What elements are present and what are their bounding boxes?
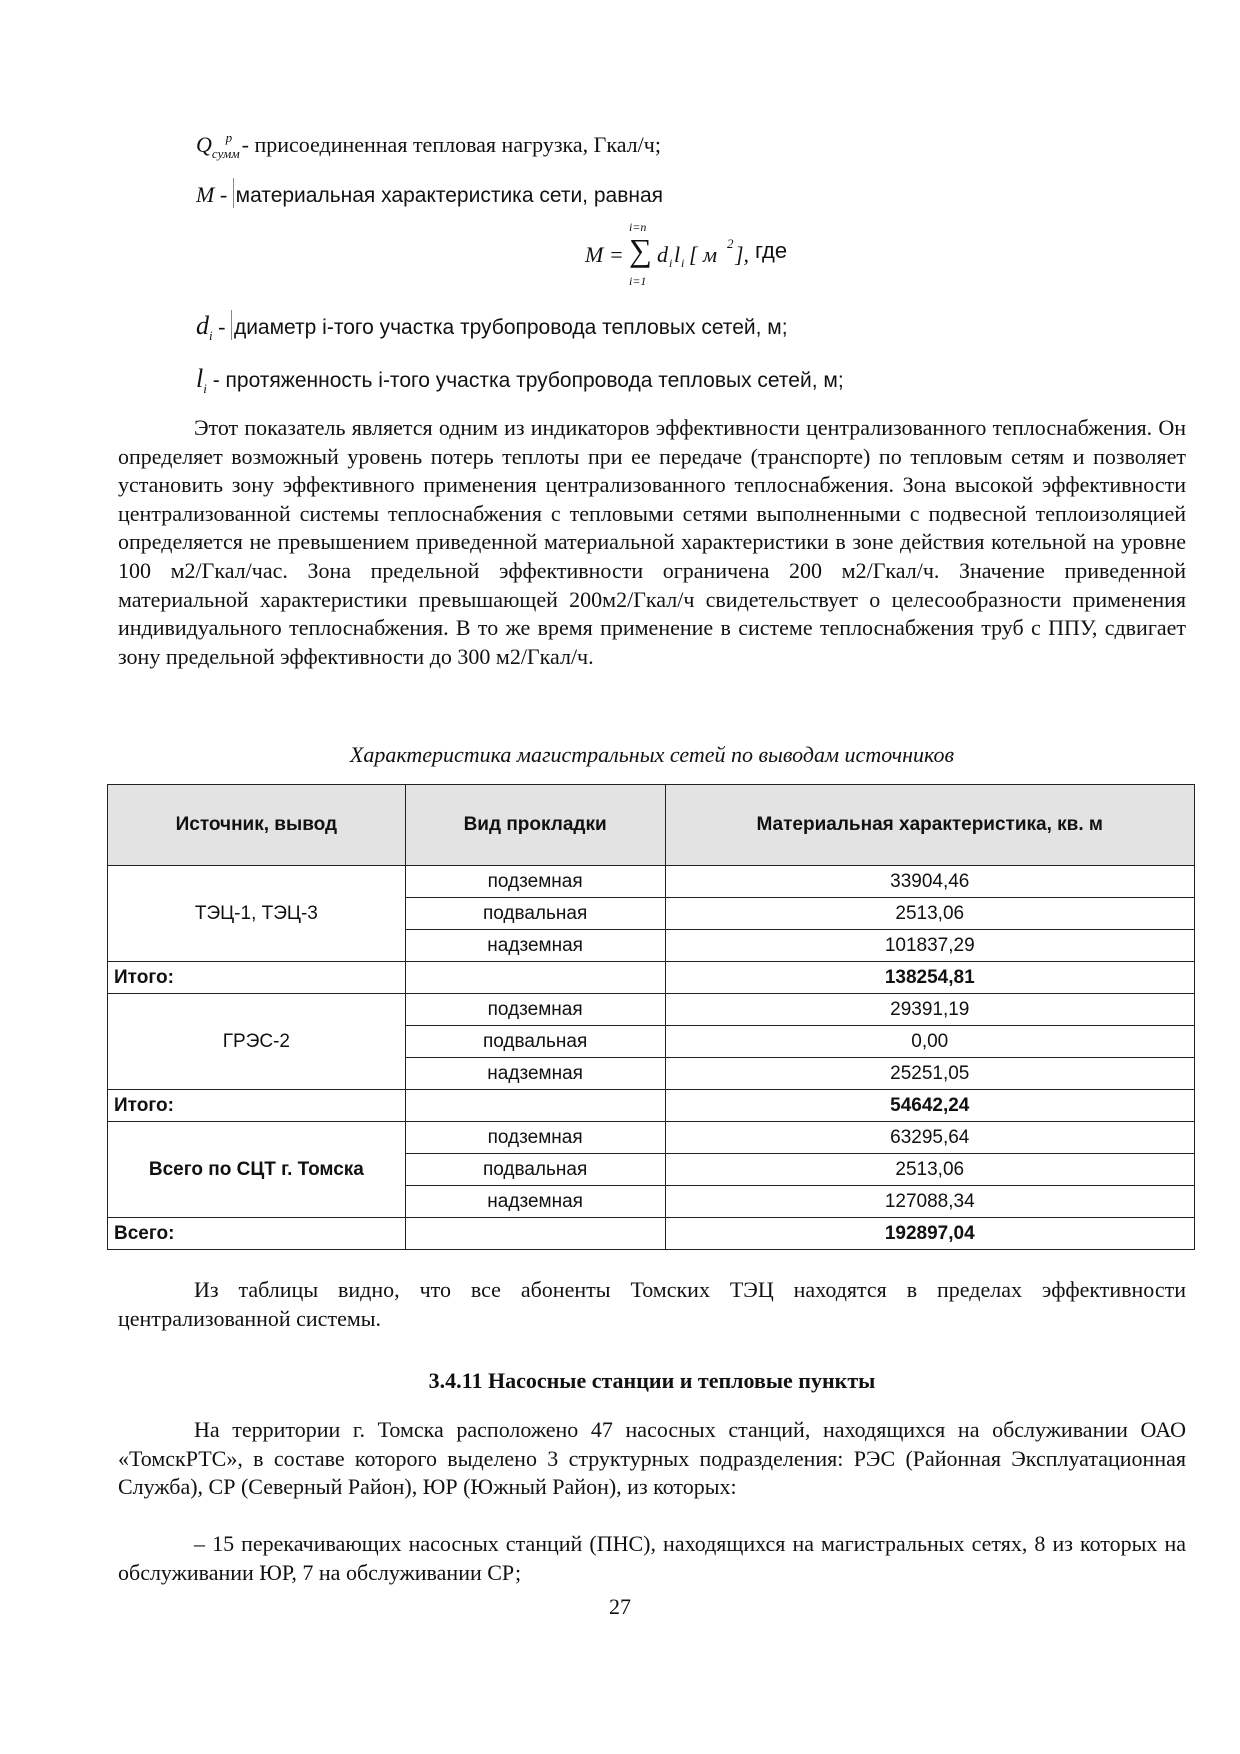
laying-type-cell: надземная: [405, 1186, 665, 1218]
total-value-cell: 192897,04: [665, 1218, 1195, 1250]
value-cell: 127088,34: [665, 1186, 1195, 1218]
formula-lower-limit: i=1: [629, 274, 647, 288]
value-cell: 29391,19: [665, 994, 1195, 1026]
formula-unit-close: ],: [735, 242, 750, 267]
formula-unit-exponent: 2: [727, 236, 734, 251]
d-description: диаметр i-того участка трубопровода тепловых сетей, м;: [233, 316, 788, 339]
l-subscript: i: [203, 381, 207, 396]
header-material-characteristic: Материальная характеристика, кв. м: [665, 785, 1195, 866]
source-cell: ТЭЦ-1, ТЭЦ-3: [108, 866, 406, 962]
q-description: - присоединенная тепловая нагрузка, Гкал/ч;: [236, 132, 661, 157]
total-label-cell: Итого:: [108, 962, 406, 994]
formula-body-l: l: [674, 242, 681, 267]
value-cell: 33904,46: [665, 866, 1195, 898]
table-total-row: [108, 962, 1195, 994]
formula-lhs: M =: [585, 242, 624, 267]
source-cell: Всего по СЦТ г. Томска: [108, 1122, 406, 1218]
laying-type-cell: надземная: [405, 930, 665, 962]
total-label-cell: Итого:: [108, 1090, 406, 1122]
value-cell: 2513,06: [665, 1154, 1195, 1186]
d-symbol: d: [196, 311, 209, 340]
m-symbol: M: [196, 182, 215, 207]
q-superscript: p: [225, 130, 233, 145]
table-header-row: [108, 785, 1195, 866]
laying-type-cell: подвальная: [405, 1154, 665, 1186]
text-cursor-mark: [233, 178, 234, 208]
definition-d: [196, 310, 788, 344]
table-row: [108, 994, 1195, 1026]
paragraph-table-conclusion: Из таблицы видно, что все абоненты Томских ТЭЦ находятся в пределах эффективности централизованной системы.: [118, 1277, 1186, 1331]
formula-upper-limit: i=n: [629, 220, 647, 234]
formula-body-d: d: [657, 242, 668, 267]
value-cell: 25251,05: [665, 1058, 1195, 1090]
empty-cell: [405, 1218, 665, 1250]
formula-body-sub2: i: [681, 256, 685, 270]
definition-m: [196, 178, 663, 208]
section-heading: 3.4.11 Насосные станции и тепловые пункты: [428, 1368, 876, 1393]
table-row: [108, 866, 1195, 898]
formula-m: [585, 220, 845, 294]
value-cell: 101837,29: [665, 930, 1195, 962]
laying-type-cell: надземная: [405, 1058, 665, 1090]
laying-type-cell: подземная: [405, 866, 665, 898]
table-row: [108, 1122, 1195, 1154]
total-value-cell: 54642,24: [665, 1090, 1195, 1122]
m-dash: -: [214, 182, 233, 207]
laying-type-cell: подвальная: [405, 898, 665, 930]
formula-where: где: [755, 238, 788, 263]
l-symbol: l: [196, 364, 204, 393]
definition-l: [196, 364, 844, 397]
empty-cell: [405, 1090, 665, 1122]
header-source: Источник, вывод: [108, 785, 406, 866]
source-cell: ГРЭС-2: [108, 994, 406, 1090]
table-total-row: [108, 1090, 1195, 1122]
table-total-row: [108, 1218, 1195, 1250]
value-cell: 63295,64: [665, 1122, 1195, 1154]
m-description: материальная характеристика сети, равная: [235, 184, 664, 207]
total-value-cell: 138254,81: [665, 962, 1195, 994]
laying-type-cell: подземная: [405, 1122, 665, 1154]
paragraph-pump-stations: На территории г. Томска расположено 47 насосных станций, находящихся на обслуживании ОАО «ТомскРТС», в составе которого выделено 3 структурных подразделения: РЭС (Районная Эксплуатационная Служба), СР (Северный Район), ЮР (Южный Район), из которых:: [118, 1417, 1186, 1500]
l-description: - протяженность i-того участка трубопровода тепловых сетей, м;: [206, 369, 844, 392]
formula-sigma: ∑: [629, 232, 652, 268]
paragraph-efficiency: Этот показатель является одним из индикаторов эффективности централизованного теплоснабжения. Он определяет возможный уровень потерь теплоты при ее передаче (транспорте) по тепловым сетям и позволяет установить зону эффективного применения централизованного теплоснабжения. Зона высокой эффективности централизованной системы теплоснабжения с тепловыми сетями выполненными с подвесной теплоизоляцией определяется не превышением приведенной материальной характеристики в зоне действия котельной на уровне 100 м2/Гкал/час. Зона предельной эффективности ограничена 200 м2/Гкал/ч. Значение приведенной материальной характеристики превышающей 200м2/Гкал/ч свидетельствует о целесообразности применения индивидуального теплоснабжения. В то же время применение в системе теплоснабжения труб с ППУ, сдвигает зону предельной эффективности до 300 м2/Гкал/ч.: [118, 415, 1186, 669]
header-laying-type: Вид прокладки: [405, 785, 665, 866]
empty-cell: [405, 962, 665, 994]
d-dash: -: [212, 314, 231, 339]
laying-type-cell: подвальная: [405, 1026, 665, 1058]
total-label-cell: Всего:: [108, 1218, 406, 1250]
definition-q: [196, 130, 661, 162]
d-subscript: i: [209, 328, 213, 343]
value-cell: 2513,06: [665, 898, 1195, 930]
page-number: 27: [609, 1594, 631, 1619]
q-subscript: сумм: [211, 146, 240, 161]
table-caption: Характеристика магистральных сетей по выводам источников: [349, 742, 955, 767]
paragraph-pns-list-item: – 15 перекачивающих насосных станций (ПНС), находящихся на магистральных сетях, 8 из которых на обслуживании ЮР, 7 на обслуживании СР;: [118, 1531, 1186, 1585]
q-symbol: Q: [196, 132, 212, 157]
laying-type-cell: подземная: [405, 994, 665, 1026]
material-characteristics-table: [107, 784, 1195, 1250]
text-cursor-mark: [231, 310, 232, 340]
formula-body-sub1: i: [669, 256, 673, 270]
value-cell: 0,00: [665, 1026, 1195, 1058]
formula-unit: [ м: [689, 242, 718, 267]
